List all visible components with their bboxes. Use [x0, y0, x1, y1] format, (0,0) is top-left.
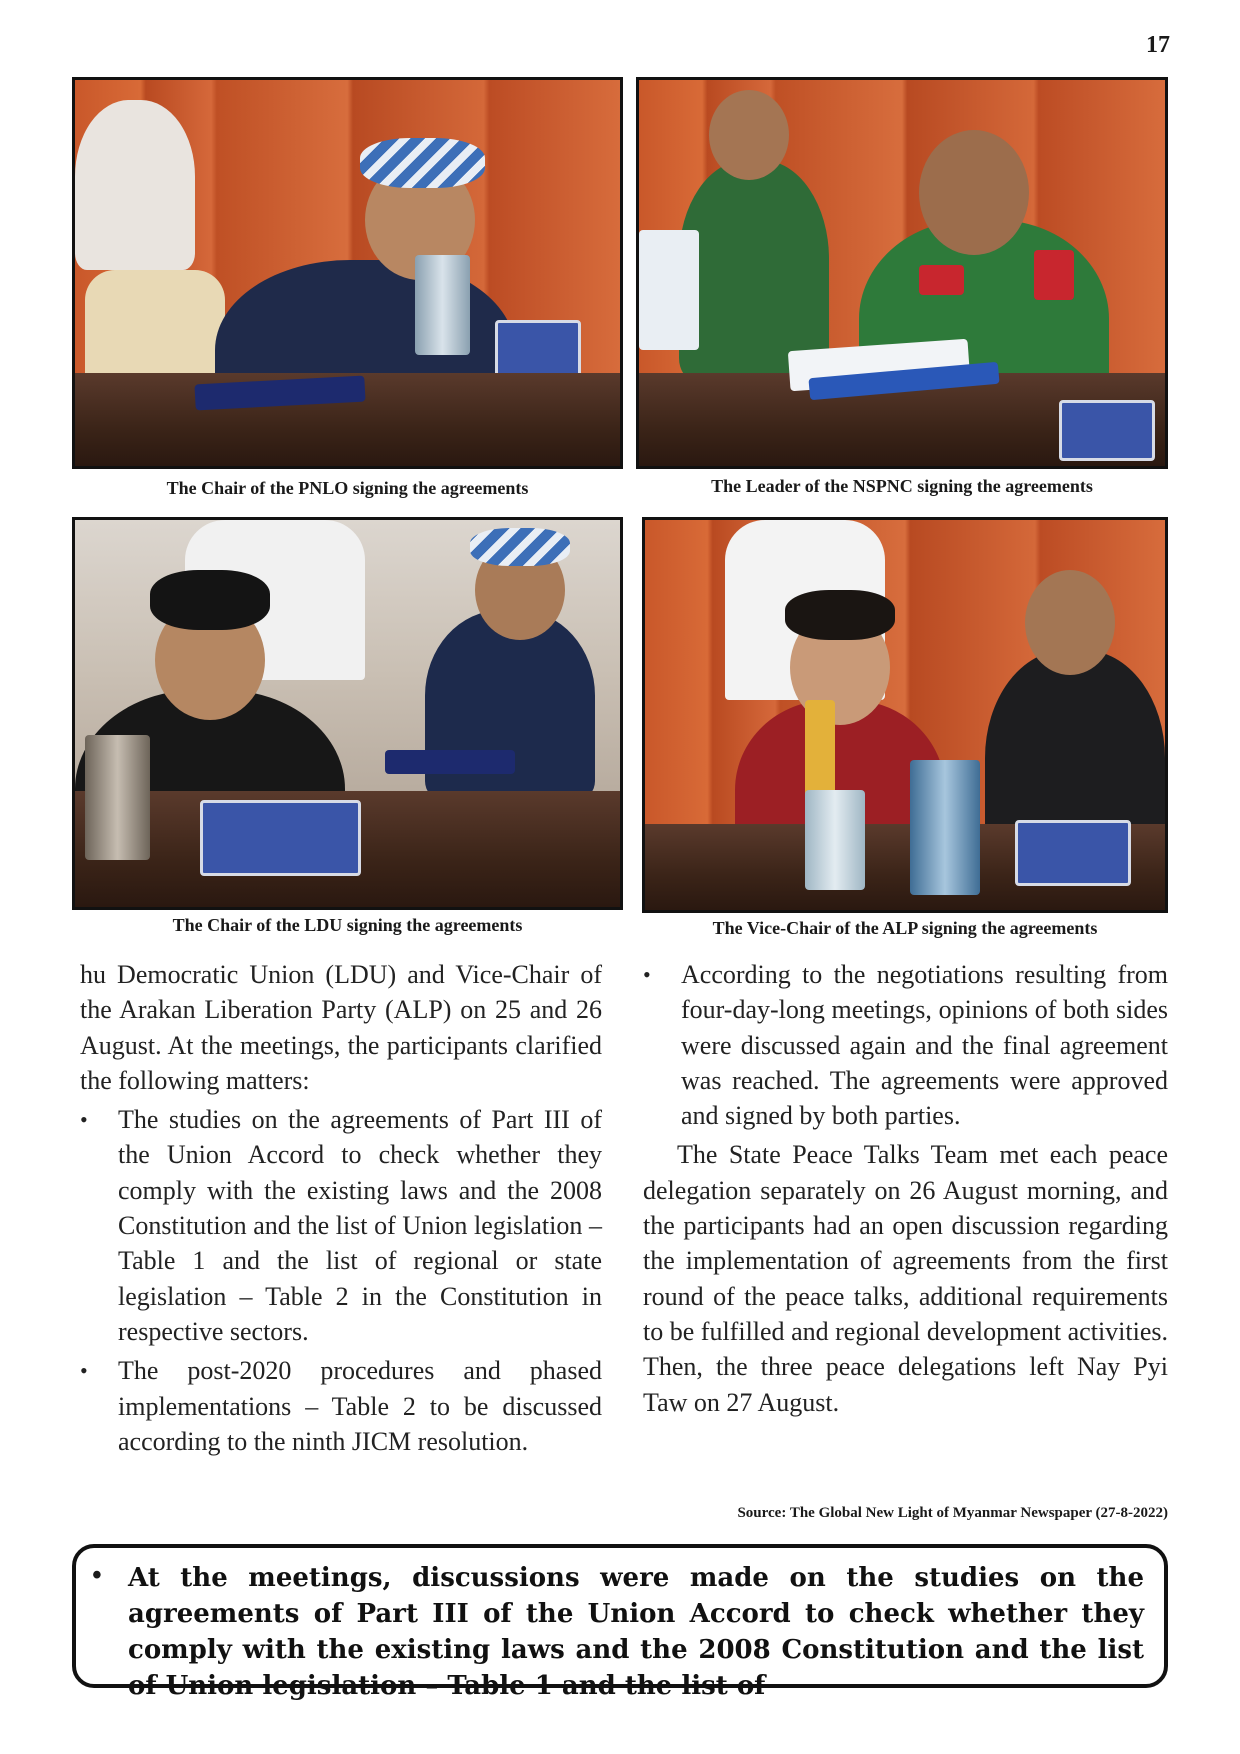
photo-ldu-chair: [72, 517, 623, 910]
left-column: [80, 957, 602, 1463]
callout-text: At the meetings, discussions were made on the studies on the agreements of Part III of the Union Accord to check whether they comply with the existing laws and the 2008 Constitution and the list of Union legislation – Table 1 and the list of: [128, 1563, 1144, 1701]
right-paragraph: The State Peace Talks Team met each peace delegation separately on 26 August morning, and the participants had an open discussion regarding the implementation of agreements from the first round of the peace talks, additional requirements to be fulfilled and regional development activities. Then, the three peace delegations left Nay Pyi Taw on 27 August.: [643, 1140, 1168, 1417]
photo-pnlo-chair: [72, 77, 623, 469]
photo-caption-nspnc: The Leader of the NSPNC signing the agreements: [711, 476, 1093, 496]
left-intro-paragraph: hu Democratic Union (LDU) and Vice-Chair of the Arakan Liberation Party (ALP) on 25 and 26 August. At the meetings, the participants clarified the following matters:: [80, 960, 602, 1095]
photo-caption-alp: The Vice-Chair of the ALP signing the agreements: [712, 918, 1098, 938]
photo-caption-pnlo: The Chair of the PNLO signing the agreements: [166, 478, 529, 498]
bullet-icon: •: [80, 1107, 88, 1133]
bullet-icon: •: [80, 1358, 88, 1384]
right-bullet: [643, 957, 1168, 1133]
right-column: [643, 957, 1168, 1420]
callout-box: [72, 1544, 1168, 1701]
left-bullet-1-text: The studies on the agreements of Part III of the Union Accord to check whether they comply with the existing laws and the 2008 Constitution and the list of Union legislation – Table 1 and the list of regional or state legislation – Table 2 in the Constitution in respective sectors.: [118, 1105, 602, 1346]
photo-caption-ldu: The Chair of the LDU signing the agreements: [172, 915, 523, 935]
right-bullet-text: According to the negotiations resulting from four-day-long meetings, opinions of both sides were discussed again and the final agreement was reached. The agreements were approved and signed by both parties.: [681, 960, 1168, 1131]
page-number: 17: [1146, 32, 1170, 58]
photo-nspnc-leader: [636, 77, 1168, 469]
source-citation: Source: The Global New Light of Myanmar Newspaper (27-8-2022): [737, 1505, 1168, 1521]
bullet-icon: •: [643, 962, 651, 987]
left-bullet-2-text: The post-2020 procedures and phased implementations – Table 2 to be discussed according to the ninth JICM resolution.: [118, 1356, 602, 1456]
bullet-icon: •: [92, 1560, 102, 1591]
left-bullet-1: [80, 1102, 602, 1349]
photo-alp-vice-chair: [642, 517, 1168, 913]
left-bullet-2: [80, 1353, 602, 1459]
